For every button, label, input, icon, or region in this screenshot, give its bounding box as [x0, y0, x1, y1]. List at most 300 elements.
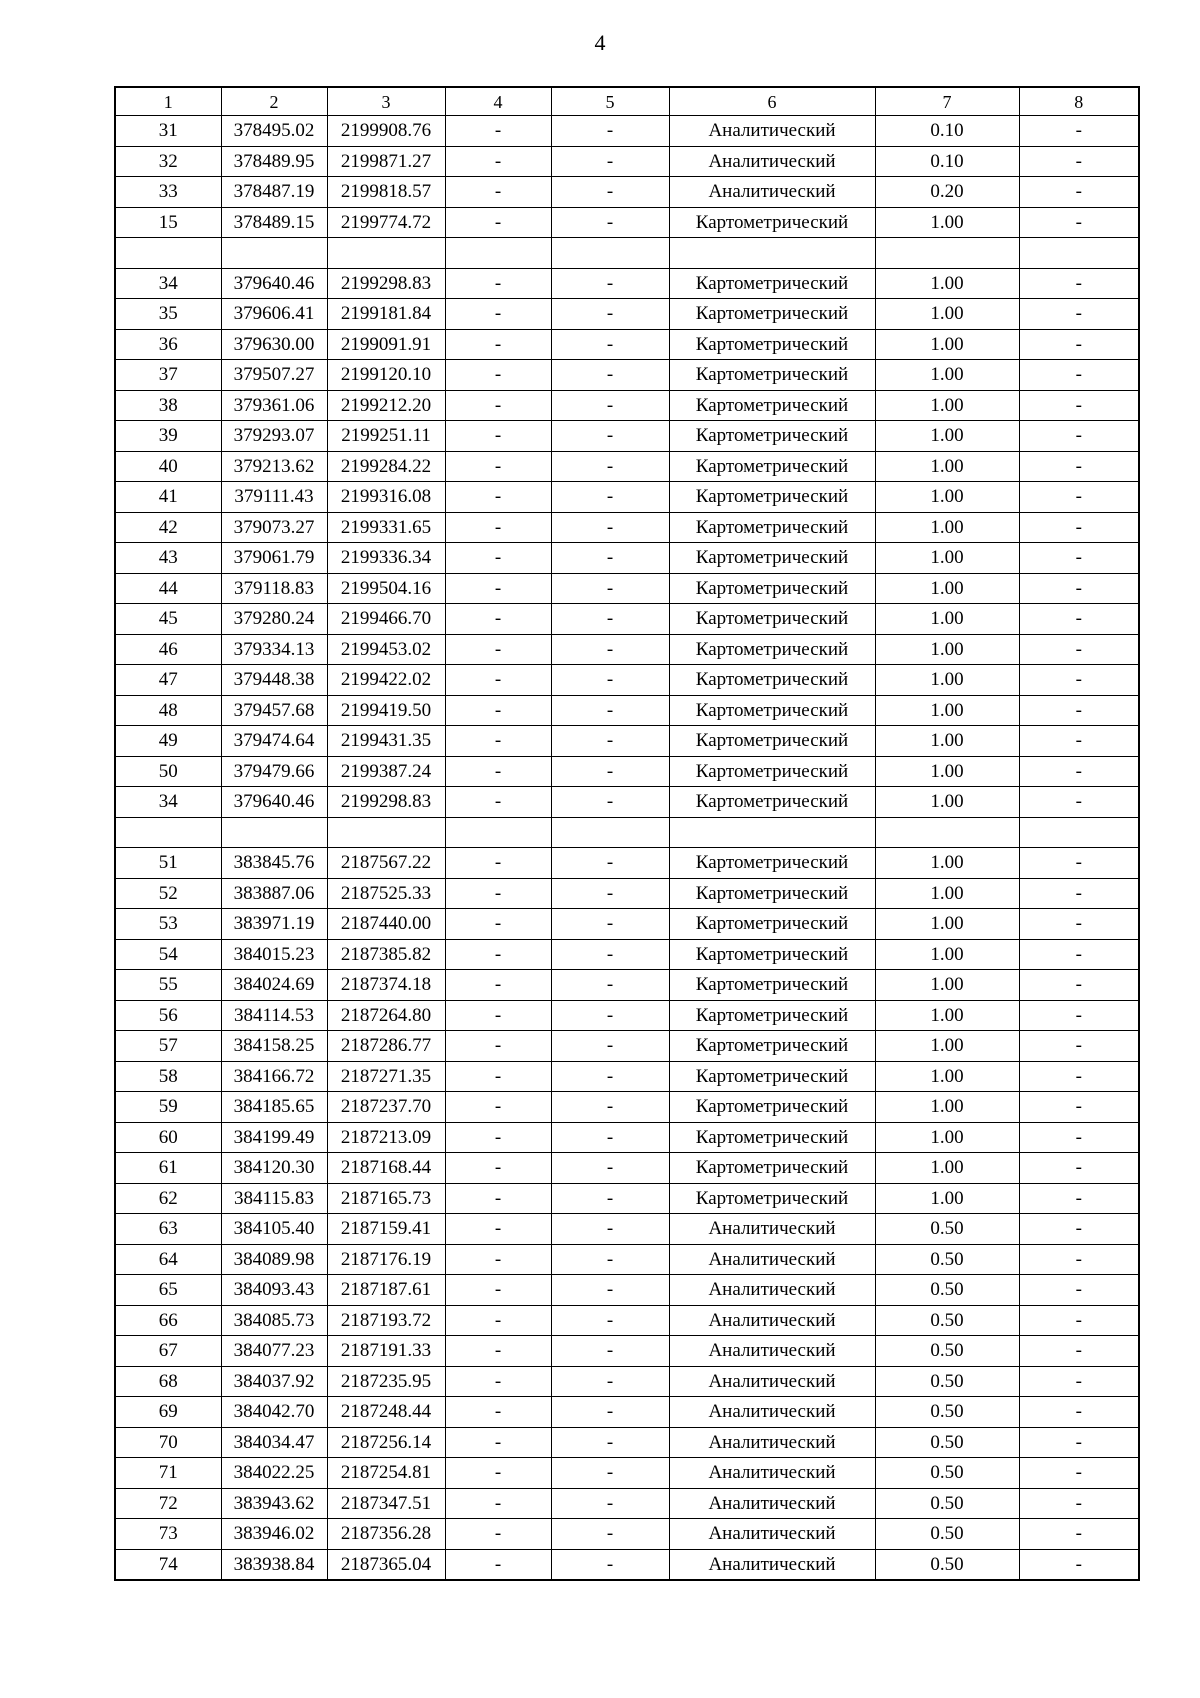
table-cell: 31	[115, 116, 221, 147]
table-cell: 47	[115, 665, 221, 696]
table-cell: 45	[115, 604, 221, 635]
table-cell: 2187213.09	[327, 1122, 445, 1153]
table-row	[115, 177, 1139, 208]
table-cell: 384022.25	[221, 1458, 327, 1489]
table-cell: 0.50	[875, 1275, 1019, 1306]
table-row	[115, 695, 1139, 726]
table-cell: 2199181.84	[327, 299, 445, 330]
table-row	[115, 817, 1139, 848]
table-cell: -	[445, 604, 551, 635]
table-cell	[669, 817, 875, 848]
table-cell: 1.00	[875, 1092, 1019, 1123]
table-cell: -	[551, 1397, 669, 1428]
table-cell	[221, 817, 327, 848]
table-cell: 74	[115, 1549, 221, 1580]
table-cell: Картометрический	[669, 543, 875, 574]
table-cell: -	[551, 634, 669, 665]
table-cell: Аналитический	[669, 1305, 875, 1336]
table-cell: 1.00	[875, 970, 1019, 1001]
table-cell: -	[551, 1153, 669, 1184]
table-cell: -	[445, 939, 551, 970]
table-cell: -	[551, 207, 669, 238]
table-cell	[551, 238, 669, 269]
column-header-3: 3	[327, 87, 445, 116]
table-cell: 2187256.14	[327, 1427, 445, 1458]
table-cell: 379448.38	[221, 665, 327, 696]
table-row	[115, 665, 1139, 696]
table-cell	[875, 817, 1019, 848]
table-row	[115, 1092, 1139, 1123]
table-cell: -	[1019, 1519, 1139, 1550]
table-cell: -	[445, 1519, 551, 1550]
table-cell: Картометрический	[669, 512, 875, 543]
table-cell: -	[1019, 1092, 1139, 1123]
table-cell: -	[551, 1214, 669, 1245]
table-cell	[1019, 817, 1139, 848]
table-cell: 384024.69	[221, 970, 327, 1001]
table-cell: 44	[115, 573, 221, 604]
table-cell: -	[1019, 1183, 1139, 1214]
table-cell: -	[551, 268, 669, 299]
table-row	[115, 1336, 1139, 1367]
table-cell: 2187187.61	[327, 1275, 445, 1306]
table-cell: -	[551, 1061, 669, 1092]
table-cell: 384034.47	[221, 1427, 327, 1458]
table-cell: 52	[115, 878, 221, 909]
table-cell: -	[445, 1336, 551, 1367]
table-cell: -	[1019, 116, 1139, 147]
table-cell: -	[1019, 1427, 1139, 1458]
table-cell: -	[1019, 1549, 1139, 1580]
table-cell: -	[551, 1549, 669, 1580]
table-cell: 383971.19	[221, 909, 327, 940]
table-cell: 0.50	[875, 1488, 1019, 1519]
table-cell: Картометрический	[669, 604, 875, 635]
table-cell: 2199251.11	[327, 421, 445, 452]
table-cell: -	[551, 909, 669, 940]
table-cell: -	[1019, 1031, 1139, 1062]
table-cell: -	[445, 543, 551, 574]
table-cell: 384077.23	[221, 1336, 327, 1367]
table-row	[115, 1519, 1139, 1550]
table-cell: 71	[115, 1458, 221, 1489]
table-cell: 56	[115, 1000, 221, 1031]
table-cell: 2187365.04	[327, 1549, 445, 1580]
table-cell: 1.00	[875, 1061, 1019, 1092]
table-row	[115, 146, 1139, 177]
table-cell: -	[1019, 1061, 1139, 1092]
table-cell: -	[445, 1305, 551, 1336]
table-cell: 1.00	[875, 543, 1019, 574]
table-cell: 384105.40	[221, 1214, 327, 1245]
table-cell: 65	[115, 1275, 221, 1306]
table-cell: 68	[115, 1366, 221, 1397]
table-row	[115, 1183, 1139, 1214]
table-cell: -	[1019, 543, 1139, 574]
table-cell: 379606.41	[221, 299, 327, 330]
table-row	[115, 909, 1139, 940]
table-cell: 383943.62	[221, 1488, 327, 1519]
table-cell: -	[445, 207, 551, 238]
table-cell: -	[1019, 848, 1139, 879]
table-cell: 2199284.22	[327, 451, 445, 482]
table-cell: -	[445, 1549, 551, 1580]
table-cell: -	[1019, 1336, 1139, 1367]
table-cell: Картометрический	[669, 573, 875, 604]
table-cell: 379213.62	[221, 451, 327, 482]
table-cell: 1.00	[875, 421, 1019, 452]
table-row	[115, 360, 1139, 391]
table-cell: 2199466.70	[327, 604, 445, 635]
table-cell: 384037.92	[221, 1366, 327, 1397]
table-cell: 0.50	[875, 1336, 1019, 1367]
table-cell: 42	[115, 512, 221, 543]
table-cell: 384120.30	[221, 1153, 327, 1184]
table-cell: -	[1019, 299, 1139, 330]
table-cell: -	[551, 756, 669, 787]
table-row	[115, 939, 1139, 970]
table-row	[115, 512, 1139, 543]
table-cell: 384166.72	[221, 1061, 327, 1092]
table-cell: -	[551, 1519, 669, 1550]
table-cell: 1.00	[875, 573, 1019, 604]
table-cell: 0.50	[875, 1397, 1019, 1428]
table-cell: -	[551, 329, 669, 360]
table-cell: -	[551, 1458, 669, 1489]
table-cell: 384158.25	[221, 1031, 327, 1062]
table-cell: Картометрический	[669, 1122, 875, 1153]
table-row	[115, 207, 1139, 238]
table-cell: 2199419.50	[327, 695, 445, 726]
table-cell: Картометрический	[669, 634, 875, 665]
table-cell: 37	[115, 360, 221, 391]
column-header-2: 2	[221, 87, 327, 116]
table-cell: -	[1019, 421, 1139, 452]
table-cell: 379280.24	[221, 604, 327, 635]
table-cell: 2187525.33	[327, 878, 445, 909]
table-cell: -	[1019, 604, 1139, 635]
table-cell: Аналитический	[669, 116, 875, 147]
table-cell: Аналитический	[669, 1275, 875, 1306]
table-row	[115, 878, 1139, 909]
table-cell: 1.00	[875, 451, 1019, 482]
table-cell: 1.00	[875, 329, 1019, 360]
table-cell: 2199818.57	[327, 177, 445, 208]
table-cell: Картометрический	[669, 207, 875, 238]
table-row	[115, 604, 1139, 635]
table-row	[115, 1488, 1139, 1519]
table-cell: Картометрический	[669, 360, 875, 391]
table-cell: 1.00	[875, 939, 1019, 970]
table-cell: 384199.49	[221, 1122, 327, 1153]
table-cell: 2187248.44	[327, 1397, 445, 1428]
table-cell: 57	[115, 1031, 221, 1062]
table-cell: -	[445, 1427, 551, 1458]
coordinates-table	[114, 86, 1140, 1581]
table-cell: -	[1019, 695, 1139, 726]
table-cell: 73	[115, 1519, 221, 1550]
table-cell: -	[1019, 970, 1139, 1001]
table-cell: 55	[115, 970, 221, 1001]
table-cell: 1.00	[875, 665, 1019, 696]
table-row	[115, 451, 1139, 482]
table-cell: Аналитический	[669, 1458, 875, 1489]
table-cell: 15	[115, 207, 221, 238]
table-cell: -	[445, 878, 551, 909]
table-cell: -	[445, 909, 551, 940]
table-cell: -	[551, 512, 669, 543]
table-row	[115, 756, 1139, 787]
column-header-4: 4	[445, 87, 551, 116]
table-cell: -	[445, 1244, 551, 1275]
table-cell: 70	[115, 1427, 221, 1458]
table-cell	[445, 817, 551, 848]
table-cell: -	[551, 299, 669, 330]
table-cell: 379118.83	[221, 573, 327, 604]
table-cell: Картометрический	[669, 421, 875, 452]
table-cell: 384089.98	[221, 1244, 327, 1275]
table-cell: 2187567.22	[327, 848, 445, 879]
table-cell: 34	[115, 787, 221, 818]
table-cell: 1.00	[875, 360, 1019, 391]
table-row	[115, 1397, 1139, 1428]
table-cell: Картометрический	[669, 848, 875, 879]
table-cell: -	[1019, 878, 1139, 909]
table-cell: -	[1019, 1122, 1139, 1153]
table-cell: 0.50	[875, 1366, 1019, 1397]
table-cell	[669, 238, 875, 269]
table-cell: -	[551, 177, 669, 208]
table-cell: 51	[115, 848, 221, 879]
table-cell: Картометрический	[669, 970, 875, 1001]
table-cell: Картометрический	[669, 329, 875, 360]
table-cell: 34	[115, 268, 221, 299]
table-cell: 1.00	[875, 1122, 1019, 1153]
table-cell: 2199453.02	[327, 634, 445, 665]
table-row	[115, 1122, 1139, 1153]
table-cell: 2187271.35	[327, 1061, 445, 1092]
table-cell: -	[445, 1458, 551, 1489]
table-cell: -	[551, 848, 669, 879]
table-cell: 60	[115, 1122, 221, 1153]
table-cell: 2199298.83	[327, 787, 445, 818]
table-cell: -	[551, 573, 669, 604]
table-cell: 0.50	[875, 1458, 1019, 1489]
table-cell: Картометрический	[669, 1000, 875, 1031]
table-cell: 40	[115, 451, 221, 482]
table-cell: 39	[115, 421, 221, 452]
table-cell: Аналитический	[669, 1336, 875, 1367]
table-row	[115, 329, 1139, 360]
table-cell: -	[1019, 512, 1139, 543]
table-row	[115, 1427, 1139, 1458]
table-cell: 0.50	[875, 1519, 1019, 1550]
table-row	[115, 1153, 1139, 1184]
table-cell: 384115.83	[221, 1183, 327, 1214]
table-cell: 2187159.41	[327, 1214, 445, 1245]
table-cell	[115, 238, 221, 269]
table-row	[115, 390, 1139, 421]
table-cell: 383845.76	[221, 848, 327, 879]
table-cell: 1.00	[875, 1153, 1019, 1184]
table-cell: 66	[115, 1305, 221, 1336]
table-cell: 48	[115, 695, 221, 726]
table-cell: -	[445, 299, 551, 330]
table-cell: 64	[115, 1244, 221, 1275]
table-cell: 0.10	[875, 146, 1019, 177]
table-row	[115, 634, 1139, 665]
table-cell: 43	[115, 543, 221, 574]
table-row	[115, 1214, 1139, 1245]
table-cell: 35	[115, 299, 221, 330]
table-cell: 61	[115, 1153, 221, 1184]
table-cell	[875, 238, 1019, 269]
table-cell: 384185.65	[221, 1092, 327, 1123]
table-cell: 2187374.18	[327, 970, 445, 1001]
table-cell: 384042.70	[221, 1397, 327, 1428]
table-cell: 379630.00	[221, 329, 327, 360]
table-row	[115, 970, 1139, 1001]
table-cell: 383938.84	[221, 1549, 327, 1580]
table-cell: 49	[115, 726, 221, 757]
table-cell: Аналитический	[669, 1488, 875, 1519]
table-cell: Аналитический	[669, 1397, 875, 1428]
table-cell: -	[551, 665, 669, 696]
table-cell: 0.20	[875, 177, 1019, 208]
table-cell: -	[551, 360, 669, 391]
table-cell: -	[1019, 1244, 1139, 1275]
table-cell: -	[551, 726, 669, 757]
table-cell: Картометрический	[669, 451, 875, 482]
table-cell: -	[445, 360, 551, 391]
table-cell: Картометрический	[669, 939, 875, 970]
table-cell: 58	[115, 1061, 221, 1092]
table-cell: 378487.19	[221, 177, 327, 208]
table-cell: -	[1019, 146, 1139, 177]
table-cell: 379507.27	[221, 360, 327, 391]
table-cell: 379073.27	[221, 512, 327, 543]
table-cell: 1.00	[875, 268, 1019, 299]
table-cell: -	[445, 1061, 551, 1092]
table-cell: -	[445, 1092, 551, 1123]
table-cell: -	[1019, 726, 1139, 757]
table-cell: -	[551, 1366, 669, 1397]
column-header-7: 7	[875, 87, 1019, 116]
table-cell: -	[1019, 756, 1139, 787]
table-cell: 0.50	[875, 1214, 1019, 1245]
table-cell	[445, 238, 551, 269]
table-cell: Картометрический	[669, 787, 875, 818]
table-cell: -	[1019, 1000, 1139, 1031]
table-cell: Картометрический	[669, 268, 875, 299]
table-cell: -	[445, 146, 551, 177]
table-cell: 1.00	[875, 726, 1019, 757]
table-cell: -	[445, 512, 551, 543]
table-cell: -	[551, 1183, 669, 1214]
table-cell: -	[1019, 1458, 1139, 1489]
table-cell: 384114.53	[221, 1000, 327, 1031]
table-cell: 1.00	[875, 207, 1019, 238]
table-cell: 2187176.19	[327, 1244, 445, 1275]
table-cell: -	[445, 787, 551, 818]
table-cell: 0.50	[875, 1305, 1019, 1336]
table-cell: Картометрический	[669, 1183, 875, 1214]
table-cell: Аналитический	[669, 146, 875, 177]
table-cell: 2199336.34	[327, 543, 445, 574]
table-cell: -	[1019, 909, 1139, 940]
table-cell: 379061.79	[221, 543, 327, 574]
table-cell: -	[551, 695, 669, 726]
table-cell: -	[445, 116, 551, 147]
table-cell: -	[1019, 268, 1139, 299]
table-cell: -	[551, 421, 669, 452]
table-cell: Картометрический	[669, 1061, 875, 1092]
table-cell: 33	[115, 177, 221, 208]
table-cell: -	[551, 1336, 669, 1367]
table-cell: 2199504.16	[327, 573, 445, 604]
table-cell: -	[1019, 1275, 1139, 1306]
table-row	[115, 1244, 1139, 1275]
table-cell: Аналитический	[669, 1214, 875, 1245]
table-cell: -	[1019, 787, 1139, 818]
table-cell: -	[551, 390, 669, 421]
table-cell	[115, 817, 221, 848]
table-cell: -	[445, 451, 551, 482]
table-cell: 72	[115, 1488, 221, 1519]
table-cell: -	[445, 726, 551, 757]
table-cell: 32	[115, 146, 221, 177]
table-cell: 384093.43	[221, 1275, 327, 1306]
table-cell: -	[1019, 1488, 1139, 1519]
table-cell	[551, 817, 669, 848]
column-header-6: 6	[669, 87, 875, 116]
table-cell: 1.00	[875, 878, 1019, 909]
table-cell: 0.10	[875, 116, 1019, 147]
table-row	[115, 116, 1139, 147]
table-cell	[1019, 238, 1139, 269]
table-cell: -	[1019, 390, 1139, 421]
table-cell: 1.00	[875, 756, 1019, 787]
table-cell: 379474.64	[221, 726, 327, 757]
table-cell: 1.00	[875, 1031, 1019, 1062]
table-row	[115, 1305, 1139, 1336]
table-cell: Картометрический	[669, 1031, 875, 1062]
table-cell: -	[551, 1031, 669, 1062]
table-cell: 383887.06	[221, 878, 327, 909]
table-cell: 2199212.20	[327, 390, 445, 421]
table-cell: -	[1019, 1214, 1139, 1245]
table-cell: -	[445, 329, 551, 360]
table-cell: 2199431.35	[327, 726, 445, 757]
table-cell: -	[551, 451, 669, 482]
table-cell: 63	[115, 1214, 221, 1245]
table-row	[115, 543, 1139, 574]
table-cell: 1.00	[875, 1183, 1019, 1214]
table-cell: -	[551, 787, 669, 818]
table-cell: 1.00	[875, 1000, 1019, 1031]
table-cell: -	[1019, 207, 1139, 238]
table-cell: 1.00	[875, 512, 1019, 543]
table-cell	[221, 238, 327, 269]
table-cell: 378495.02	[221, 116, 327, 147]
table-cell: -	[1019, 634, 1139, 665]
table-cell: -	[445, 634, 551, 665]
table-cell: Картометрический	[669, 726, 875, 757]
table-cell: -	[445, 1031, 551, 1062]
table-cell: -	[445, 1488, 551, 1519]
table-cell: 379293.07	[221, 421, 327, 452]
table-cell: 53	[115, 909, 221, 940]
